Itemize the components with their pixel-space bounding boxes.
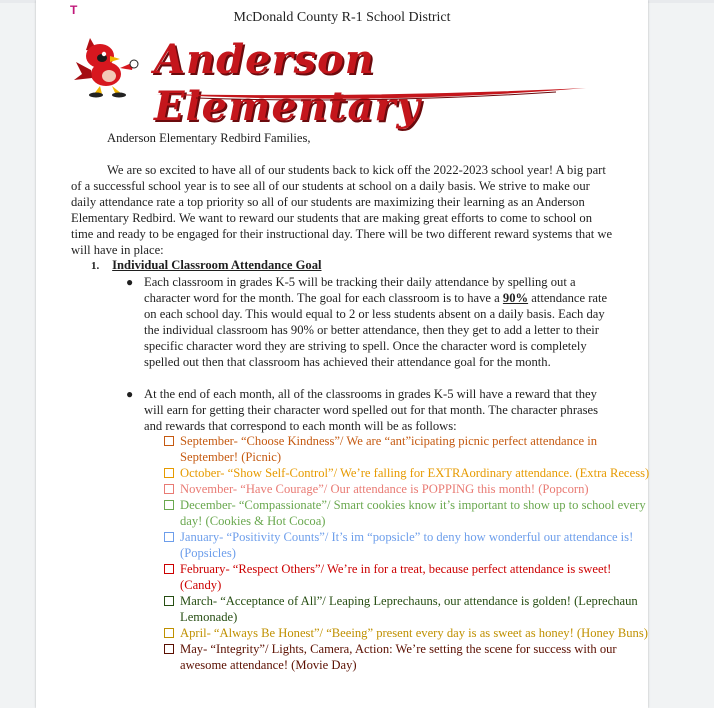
month-text: October- “Show Self-Control”/ We’re falling for EXTRAordinary attendance. (Extra Recess) <box>180 466 650 480</box>
month-text: January- “Positivity Counts”/ It’s im “popsicle” to deny how wonderful our attendance is! (Popsicles) <box>180 530 634 560</box>
bullet-dot-icon: ● <box>126 275 134 289</box>
checkbox-icon[interactable] <box>164 644 174 654</box>
month-text: April- “Always Be Honest”/ “Beeing” present every day is as sweet as honey! (Honey Buns) <box>180 626 648 640</box>
section-title: Individual Classroom Attendance Goal <box>112 258 322 272</box>
month-item <box>180 641 650 673</box>
month-item <box>180 625 650 641</box>
month-item <box>180 529 650 561</box>
bullet-text-after: attendance rate on each school day. This would equal to 2 or less students absent on a daily basis. Each day the individual classroom has 90% or better attendance, then they get to add a letter to their specific character word they are striving to spell. Once the character word is completely spelled out then that classroom has achieved their attendance goal for the month. <box>144 291 608 369</box>
checkbox-icon[interactable] <box>164 500 174 510</box>
letter-greeting: Anderson Elementary Redbird Families, <box>107 131 311 145</box>
month-list <box>180 433 650 673</box>
school-title: Anderson Elementary <box>154 36 421 130</box>
checkbox-icon[interactable] <box>164 436 174 446</box>
month-item <box>180 433 650 465</box>
checkbox-icon[interactable] <box>164 532 174 542</box>
month-text: March- “Acceptance of All”/ Leaping Leprechauns, our attendance is golden! (Leprechaun Lemonade) <box>180 594 638 624</box>
goal-percent: 90% <box>502 291 529 305</box>
district-name: McDonald County R-1 School District <box>233 10 451 25</box>
checkbox-icon[interactable] <box>164 596 174 606</box>
month-item <box>180 481 650 497</box>
month-item <box>180 465 650 481</box>
letter-intro: We are so excited to have all of our students back to kick off the 2022-2023 school year! A big part of a successful school year is to see all of our students at school on a daily basis. We strive to make our daily attendance rate a top priority so all of our students are maximizing their learning as an Anderson Elementary Redbird. We want to reward our students that are making great efforts to come to school on time and ready to be engaged for their instructional day. There will be two different reward systems that we will have in place: <box>71 163 613 257</box>
section-heading <box>91 258 322 273</box>
bullet-text: At the end of each month, all of the classrooms in grades K-5 will have a reward that they will earn for getting their character word spelled out for that month. The character phrases and rewards that correspond to each month will be as follows: <box>144 387 599 433</box>
month-item <box>180 593 650 625</box>
text-cursor-icon: T <box>70 3 78 17</box>
bullet-item <box>126 386 614 434</box>
bullet-text-before: Each classroom in grades K-5 will be tracking their daily attendance by spelling out a character word for the month. The goal for each classroom is to have a <box>144 275 576 305</box>
month-text: November- “Have Courage”/ Our attendance is POPPING this month! (Popcorn) <box>180 482 589 496</box>
bullet-item <box>126 274 614 370</box>
checkbox-icon[interactable] <box>164 564 174 574</box>
month-text: December- “Compassionate”/ Smart cookies know it’s important to show up to school every day! (Cookies & Hot Cocoa) <box>180 498 646 528</box>
checkbox-icon[interactable] <box>164 468 174 478</box>
bullet-dot-icon: ● <box>126 387 134 401</box>
checkbox-icon[interactable] <box>164 484 174 494</box>
cardinal-mascot-icon <box>72 32 142 98</box>
month-text: May- “Integrity”/ Lights, Camera, Action: We’re setting the scene for success with our awesome attendance! (Movie Day) <box>180 642 617 672</box>
month-item <box>180 561 650 593</box>
title-swoosh <box>156 84 586 102</box>
month-item <box>180 497 650 529</box>
section-number: 1. <box>91 260 100 272</box>
checkbox-icon[interactable] <box>164 628 174 638</box>
month-text: September- “Choose Kindness”/ We are “ant”icipating picnic perfect attendance in September! (Picnic) <box>180 434 598 464</box>
document-page[interactable] <box>36 0 648 708</box>
month-text: February- “Respect Others”/ We’re in for a treat, because perfect attendance is sweet! (Candy) <box>180 562 612 592</box>
